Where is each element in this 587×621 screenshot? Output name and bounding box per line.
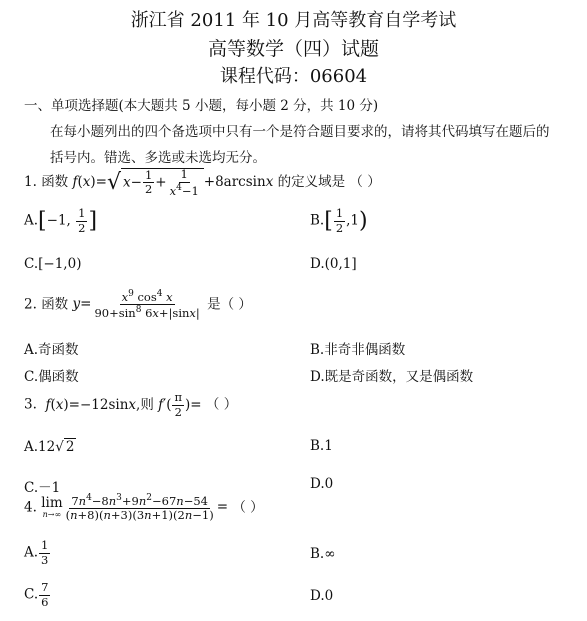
question-1 bbox=[24, 168, 381, 197]
question-number: 1. bbox=[24, 173, 37, 190]
question-2-formula: y= $\frac{x^9 \cos^4 x}{90+\sin^8 6x+|\sin x|}$ bbox=[72, 289, 200, 321]
option-3d: D.0 bbox=[310, 476, 334, 492]
option-3b: B.1 bbox=[310, 438, 333, 454]
option-4d: D.0 bbox=[310, 588, 334, 604]
question-number: 2. bbox=[24, 296, 37, 313]
answer-blank: （ ） bbox=[349, 173, 381, 190]
question-suffix: 是（ ） bbox=[207, 296, 252, 313]
question-suffix: 的定义域是 bbox=[277, 173, 346, 190]
question-suffix: （ ） bbox=[232, 499, 264, 516]
question-prefix: 函数 bbox=[41, 173, 69, 190]
question-2 bbox=[24, 290, 252, 320]
option-2a: A.奇函数 bbox=[24, 342, 79, 358]
instruction-line-1: 在每小题列出的四个备选项中只有一个是符合题目要求的，请将其代码填写在题后的 bbox=[50, 124, 550, 140]
instruction-line-2: 括号内。错选、多选或未选均无分。 bbox=[50, 150, 266, 166]
question-3-formula: f(x)=−12sinx,则 f′( $\frac{\pi}{2}$ )= bbox=[45, 390, 206, 419]
option-2b: B.非奇非偶函数 bbox=[310, 342, 406, 358]
option-3c: C.－1 bbox=[24, 480, 61, 496]
option-3a: A.12√ 2 bbox=[24, 439, 75, 455]
option-2d: D.既是奇函数，又是偶函数 bbox=[310, 369, 474, 385]
option-4c: C. $\frac{7}{6}$ bbox=[24, 580, 49, 609]
option-1b: B.[ $\frac{1}{2}$ ,1) bbox=[310, 206, 368, 235]
question-suffix: （ ） bbox=[205, 396, 238, 413]
question-3 bbox=[24, 392, 237, 418]
course-code: 课程代码：06604 bbox=[219, 66, 368, 87]
option-4a: A. $\frac{1}{3}$ bbox=[24, 538, 49, 567]
option-1c: C.[−1,0) bbox=[24, 256, 82, 272]
question-number: 3. bbox=[24, 396, 37, 413]
exam-title: 浙江省 2011 年 10 月高等教育自学考试 bbox=[130, 10, 457, 31]
question-4 bbox=[24, 494, 264, 522]
section-heading: 一、单项选择题(本大题共 5 小题，每小题 2 分，共 10 分) bbox=[24, 98, 379, 114]
option-1a: A.[−1, $\frac{1}{2}$ ] bbox=[24, 206, 98, 235]
question-prefix: 函数 bbox=[41, 296, 69, 313]
question-number: 4. bbox=[24, 499, 37, 516]
question-1-formula: f(x)=√ x− $\frac{1}{2}$ + $\frac{1}{x^4-1}$ +8arcsinx bbox=[72, 167, 274, 198]
option-2c: C.偶函数 bbox=[24, 369, 79, 385]
option-1d: D.(0,1] bbox=[310, 256, 357, 272]
question-4-formula: lim n→∞ $\frac{7n^4-8n^3+9n^2-67n-54}{(n+8)(n+3)(3n+1)(2n-1)}$ = bbox=[41, 493, 233, 523]
subject-title: 高等数学（四）试题 bbox=[207, 38, 379, 60]
option-4b: B.∞ bbox=[310, 546, 336, 562]
